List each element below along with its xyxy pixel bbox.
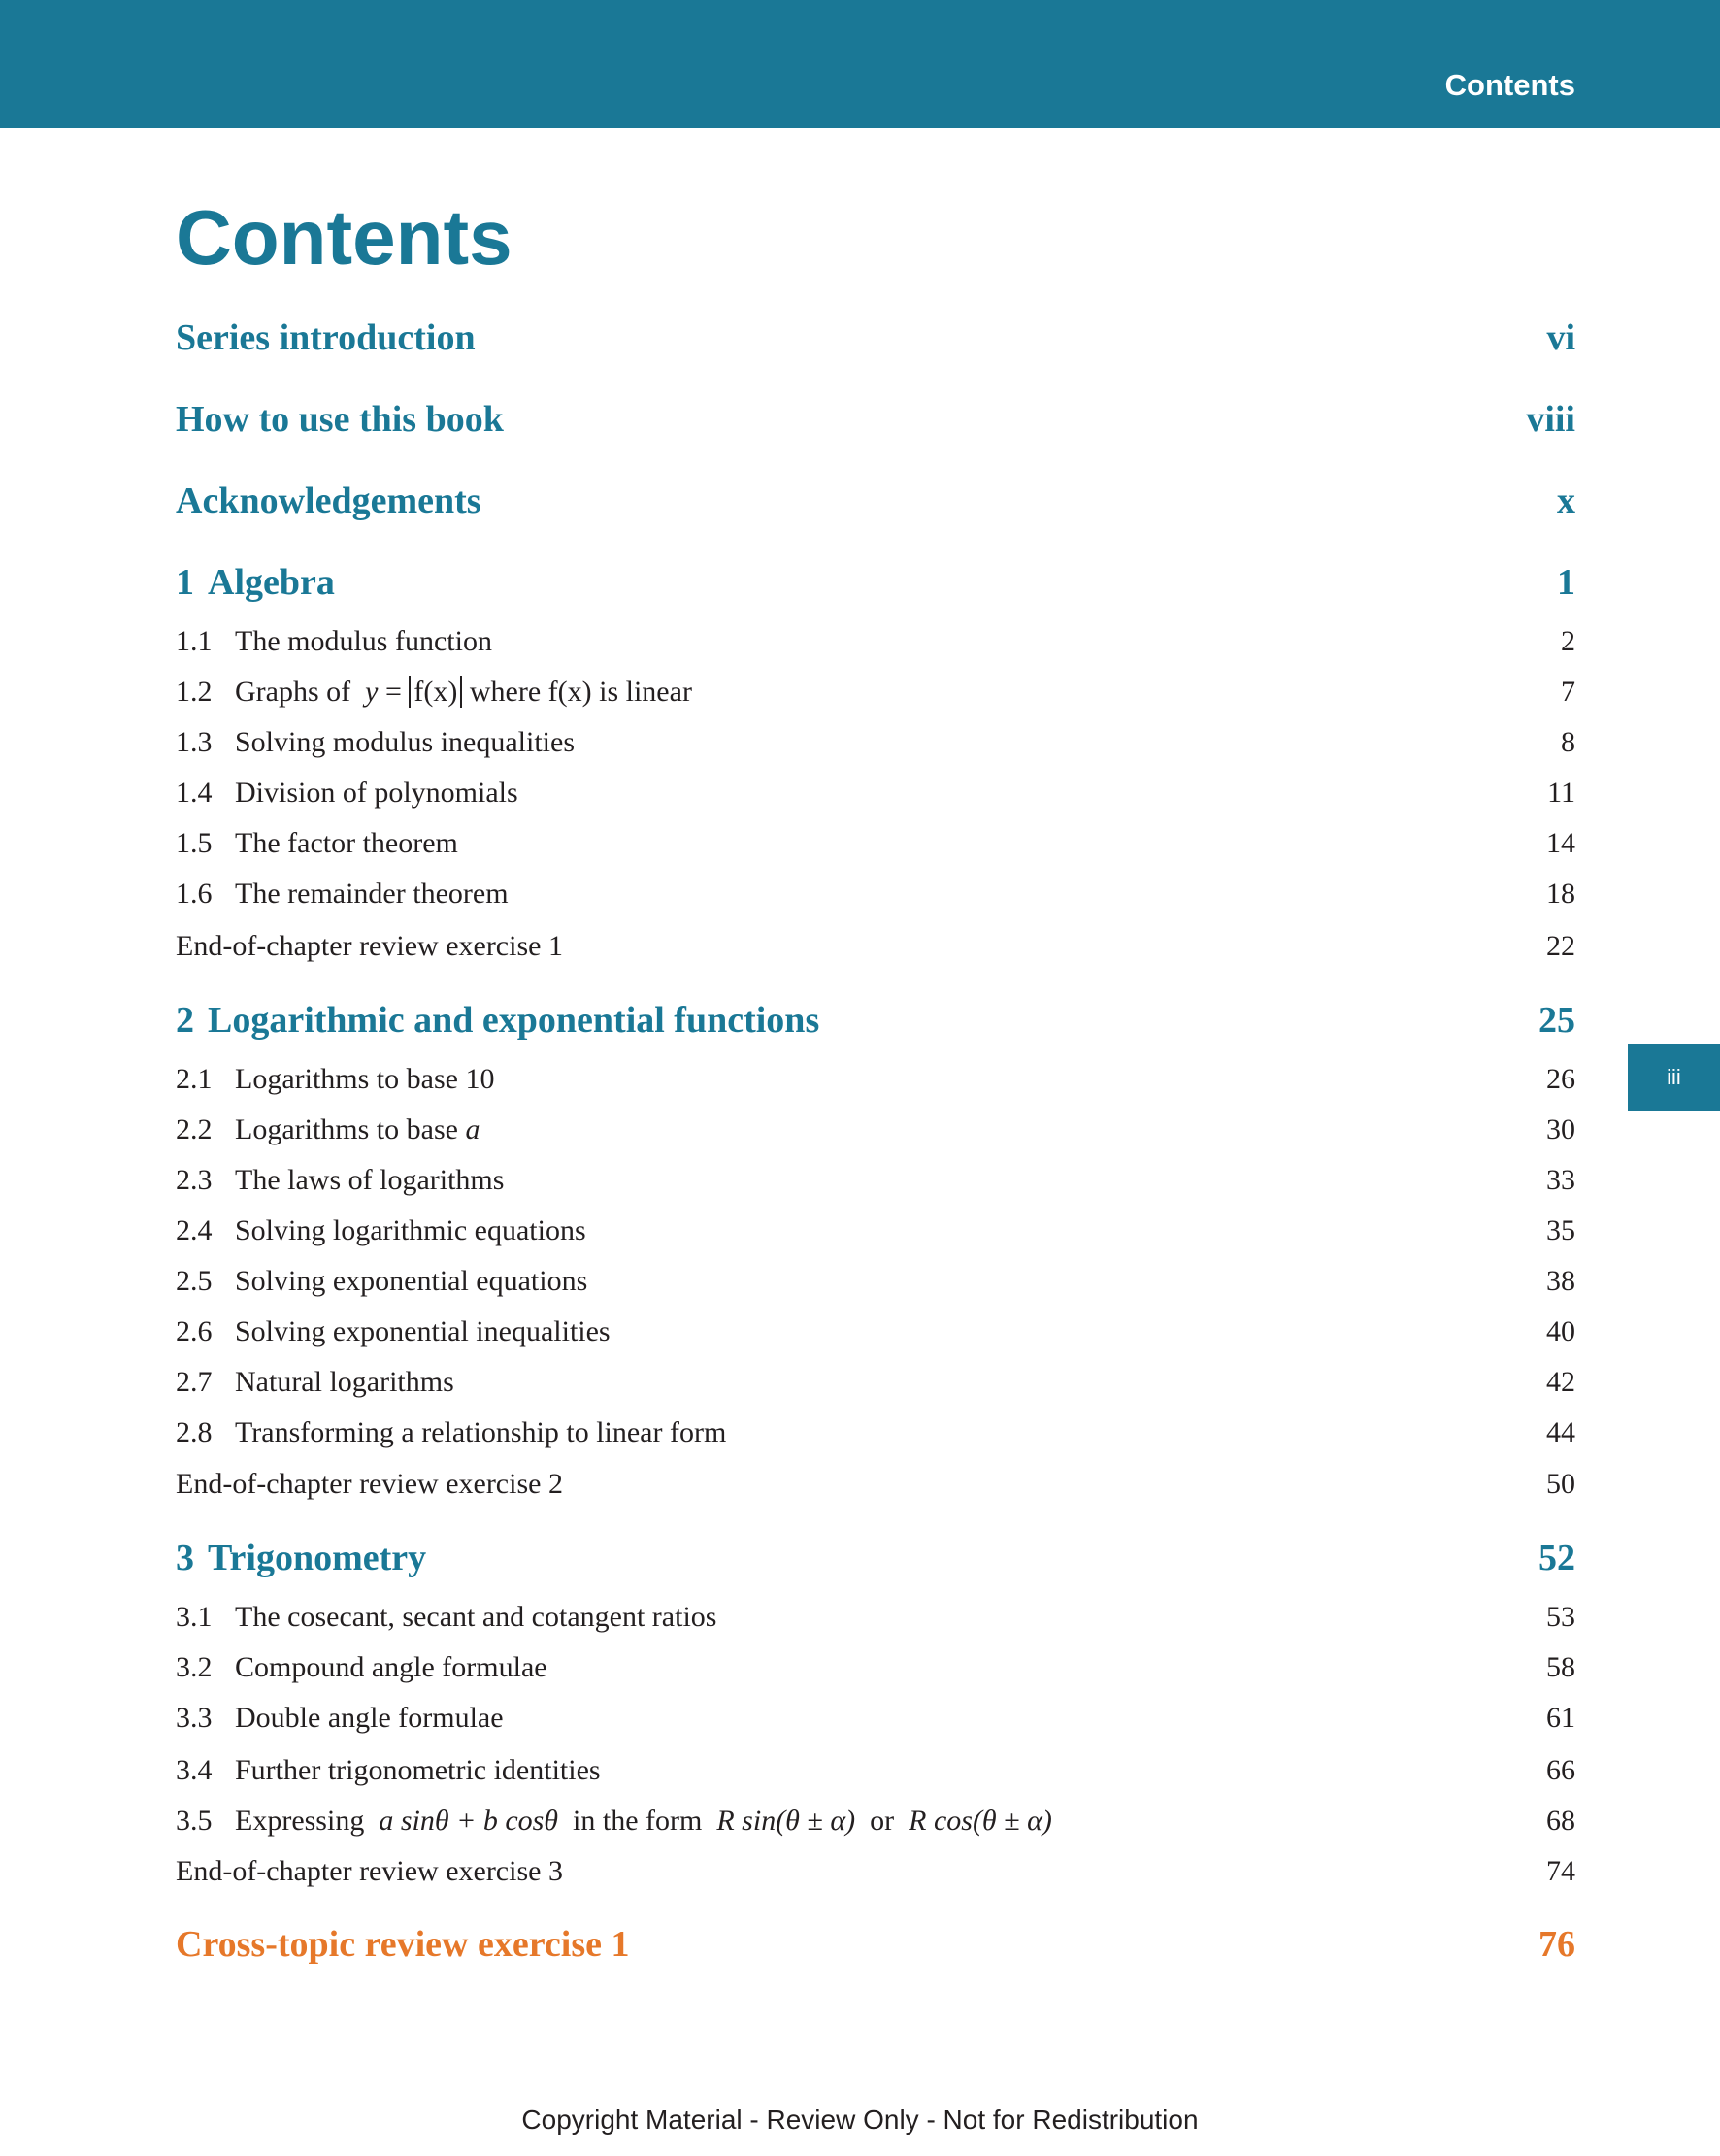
review-title: End-of-chapter review exercise 1 <box>176 930 563 962</box>
section-title-mid: in the form <box>573 1805 703 1837</box>
chapter-title: Trigonometry <box>208 1538 427 1578</box>
section-page: 42 <box>1546 1366 1575 1398</box>
header-band <box>0 0 1720 128</box>
math-r-sin: R sin(θ ± α) <box>716 1805 856 1837</box>
chapter-page: 52 <box>1538 1538 1575 1578</box>
section-title-after: where f(x) is linear <box>469 676 692 708</box>
section-page: 2 <box>1561 625 1575 657</box>
section-page: 44 <box>1546 1416 1575 1448</box>
toc-section-2-8[interactable] <box>176 1410 1575 1449</box>
toc-entry-series-introduction[interactable] <box>176 317 1575 359</box>
section-number: 3.4 <box>176 1754 213 1786</box>
section-title: Natural logarithms <box>235 1366 454 1398</box>
toc-section-1-3[interactable] <box>176 720 1575 759</box>
section-title: Solving modulus inequalities <box>235 726 575 758</box>
chapter-title: Logarithmic and exponential functions <box>208 1000 820 1041</box>
section-page: 14 <box>1546 827 1575 859</box>
chapter-number: 1 <box>176 562 194 603</box>
section-page: 7 <box>1561 676 1575 708</box>
section-title: Logarithms to base <box>235 1113 458 1145</box>
section-title: Solving exponential inequalities <box>235 1315 611 1347</box>
toc-section-3-5[interactable] <box>176 1799 1575 1838</box>
section-title: Division of polynomials <box>235 777 518 809</box>
toc-entry-label: Series introduction <box>176 317 476 358</box>
section-title: Logarithms to base 10 <box>235 1063 495 1095</box>
toc-entry-label: Acknowledgements <box>176 481 481 521</box>
section-title: Compound angle formulae <box>235 1651 547 1683</box>
section-title: The remainder theorem <box>235 878 509 910</box>
toc-entry-page: vi <box>1546 317 1575 358</box>
toc-entry-how-to-use[interactable] <box>176 399 1575 441</box>
section-number: 2.5 <box>176 1265 213 1297</box>
section-title: The modulus function <box>235 625 492 657</box>
section-number: 3.1 <box>176 1601 213 1633</box>
toc-chapter-2[interactable] <box>176 1000 1575 1042</box>
section-title-before: Expressing <box>235 1805 365 1837</box>
math-y: y <box>365 676 379 708</box>
toc-entry-page: x <box>1557 481 1575 521</box>
copyright-footer: Copyright Material - Review Only - Not for Redistribution <box>521 2105 1199 2135</box>
toc-section-1-1[interactable] <box>176 619 1575 658</box>
toc-section-2-3[interactable] <box>176 1158 1575 1197</box>
toc-section-3-4[interactable] <box>176 1748 1575 1787</box>
section-page: 26 <box>1546 1063 1575 1095</box>
toc-section-2-4[interactable] <box>176 1209 1575 1247</box>
review-page: 22 <box>1546 930 1575 962</box>
section-number: 1.6 <box>176 878 213 910</box>
section-number: 2.3 <box>176 1164 213 1196</box>
review-title: End-of-chapter review exercise 2 <box>176 1468 563 1500</box>
toc-section-1-6[interactable] <box>176 872 1575 911</box>
section-number: 3.2 <box>176 1651 213 1683</box>
section-title-or: or <box>870 1805 895 1837</box>
section-page: 11 <box>1547 777 1575 809</box>
toc-section-2-1[interactable] <box>176 1057 1575 1096</box>
section-title: Double angle formulae <box>235 1702 504 1734</box>
toc-section-3-2[interactable] <box>176 1645 1575 1684</box>
section-title: Transforming a relationship to linear form <box>235 1416 727 1448</box>
chapter-page: 1 <box>1557 562 1575 603</box>
section-page: 61 <box>1546 1702 1575 1734</box>
math-a: a <box>465 1113 480 1145</box>
section-page: 40 <box>1546 1315 1575 1347</box>
math-abs-fx: f(x) <box>409 676 462 708</box>
chapter-number: 2 <box>176 1000 194 1041</box>
section-page: 66 <box>1546 1754 1575 1786</box>
toc-section-3-3[interactable] <box>176 1696 1575 1735</box>
section-number: 1.1 <box>176 625 213 657</box>
toc-chapter-3[interactable] <box>176 1538 1575 1579</box>
toc-section-3-1[interactable] <box>176 1595 1575 1634</box>
toc-cross-topic-review[interactable] <box>176 1924 1575 1966</box>
review-page: 74 <box>1546 1855 1575 1887</box>
section-number: 1.5 <box>176 827 213 859</box>
running-title: Contents <box>1444 68 1575 102</box>
toc-section-2-6[interactable] <box>176 1310 1575 1348</box>
section-title: Further trigonometric identities <box>235 1754 601 1786</box>
section-title-before: Graphs of <box>235 676 351 708</box>
math-equals: = <box>384 676 402 708</box>
toc-section-1-2[interactable] <box>176 670 1575 709</box>
page-title: Contents <box>176 194 513 281</box>
section-number: 2.7 <box>176 1366 213 1398</box>
page-number-tab: iii <box>1628 1044 1720 1111</box>
section-number: 2.8 <box>176 1416 213 1448</box>
toc-chapter-1[interactable] <box>176 562 1575 604</box>
toc-entry-page: viii <box>1526 399 1575 440</box>
review-page: 50 <box>1546 1468 1575 1500</box>
math-r-cos: R cos(θ ± α) <box>909 1805 1052 1837</box>
toc-section-2-5[interactable] <box>176 1259 1575 1298</box>
toc-section-1-4[interactable] <box>176 771 1575 810</box>
section-page: 38 <box>1546 1265 1575 1297</box>
section-number: 2.6 <box>176 1315 213 1347</box>
section-title: The factor theorem <box>235 827 458 859</box>
toc-section-2-7[interactable] <box>176 1360 1575 1399</box>
section-page: 30 <box>1546 1113 1575 1145</box>
toc-section-2-2[interactable] <box>176 1108 1575 1146</box>
cross-topic-page: 76 <box>1538 1924 1575 1965</box>
toc-review-chapter-1[interactable] <box>176 924 1575 963</box>
section-page: 18 <box>1546 878 1575 910</box>
toc-entry-label: How to use this book <box>176 399 504 440</box>
section-number: 1.3 <box>176 726 213 758</box>
section-title: The laws of logarithms <box>235 1164 505 1196</box>
chapter-page: 25 <box>1538 1000 1575 1041</box>
section-page: 53 <box>1546 1601 1575 1633</box>
section-page: 8 <box>1561 726 1575 758</box>
section-number: 2.4 <box>176 1214 213 1246</box>
section-number: 2.1 <box>176 1063 213 1095</box>
section-page: 58 <box>1546 1651 1575 1683</box>
section-number: 3.3 <box>176 1702 213 1734</box>
section-page: 68 <box>1546 1805 1575 1837</box>
section-number: 2.2 <box>176 1113 213 1145</box>
section-title: Solving logarithmic equations <box>235 1214 586 1246</box>
toc-section-1-5[interactable] <box>176 821 1575 860</box>
chapter-number: 3 <box>176 1538 194 1578</box>
math-expression: a sinθ + b cosθ <box>379 1805 559 1837</box>
section-number: 3.5 <box>176 1805 213 1837</box>
toc-review-chapter-3[interactable] <box>176 1849 1575 1888</box>
section-title: The cosecant, secant and cotangent ratios <box>235 1601 717 1633</box>
chapter-title: Algebra <box>208 562 335 603</box>
section-page: 35 <box>1546 1214 1575 1246</box>
toc-entry-acknowledgements[interactable] <box>176 483 1575 522</box>
section-title: Solving exponential equations <box>235 1265 588 1297</box>
cross-topic-title: Cross-topic review exercise 1 <box>176 1924 630 1965</box>
section-number: 1.4 <box>176 777 213 809</box>
toc-review-chapter-2[interactable] <box>176 1462 1575 1501</box>
section-page: 33 <box>1546 1164 1575 1196</box>
section-number: 1.2 <box>176 676 213 708</box>
review-title: End-of-chapter review exercise 3 <box>176 1855 563 1887</box>
